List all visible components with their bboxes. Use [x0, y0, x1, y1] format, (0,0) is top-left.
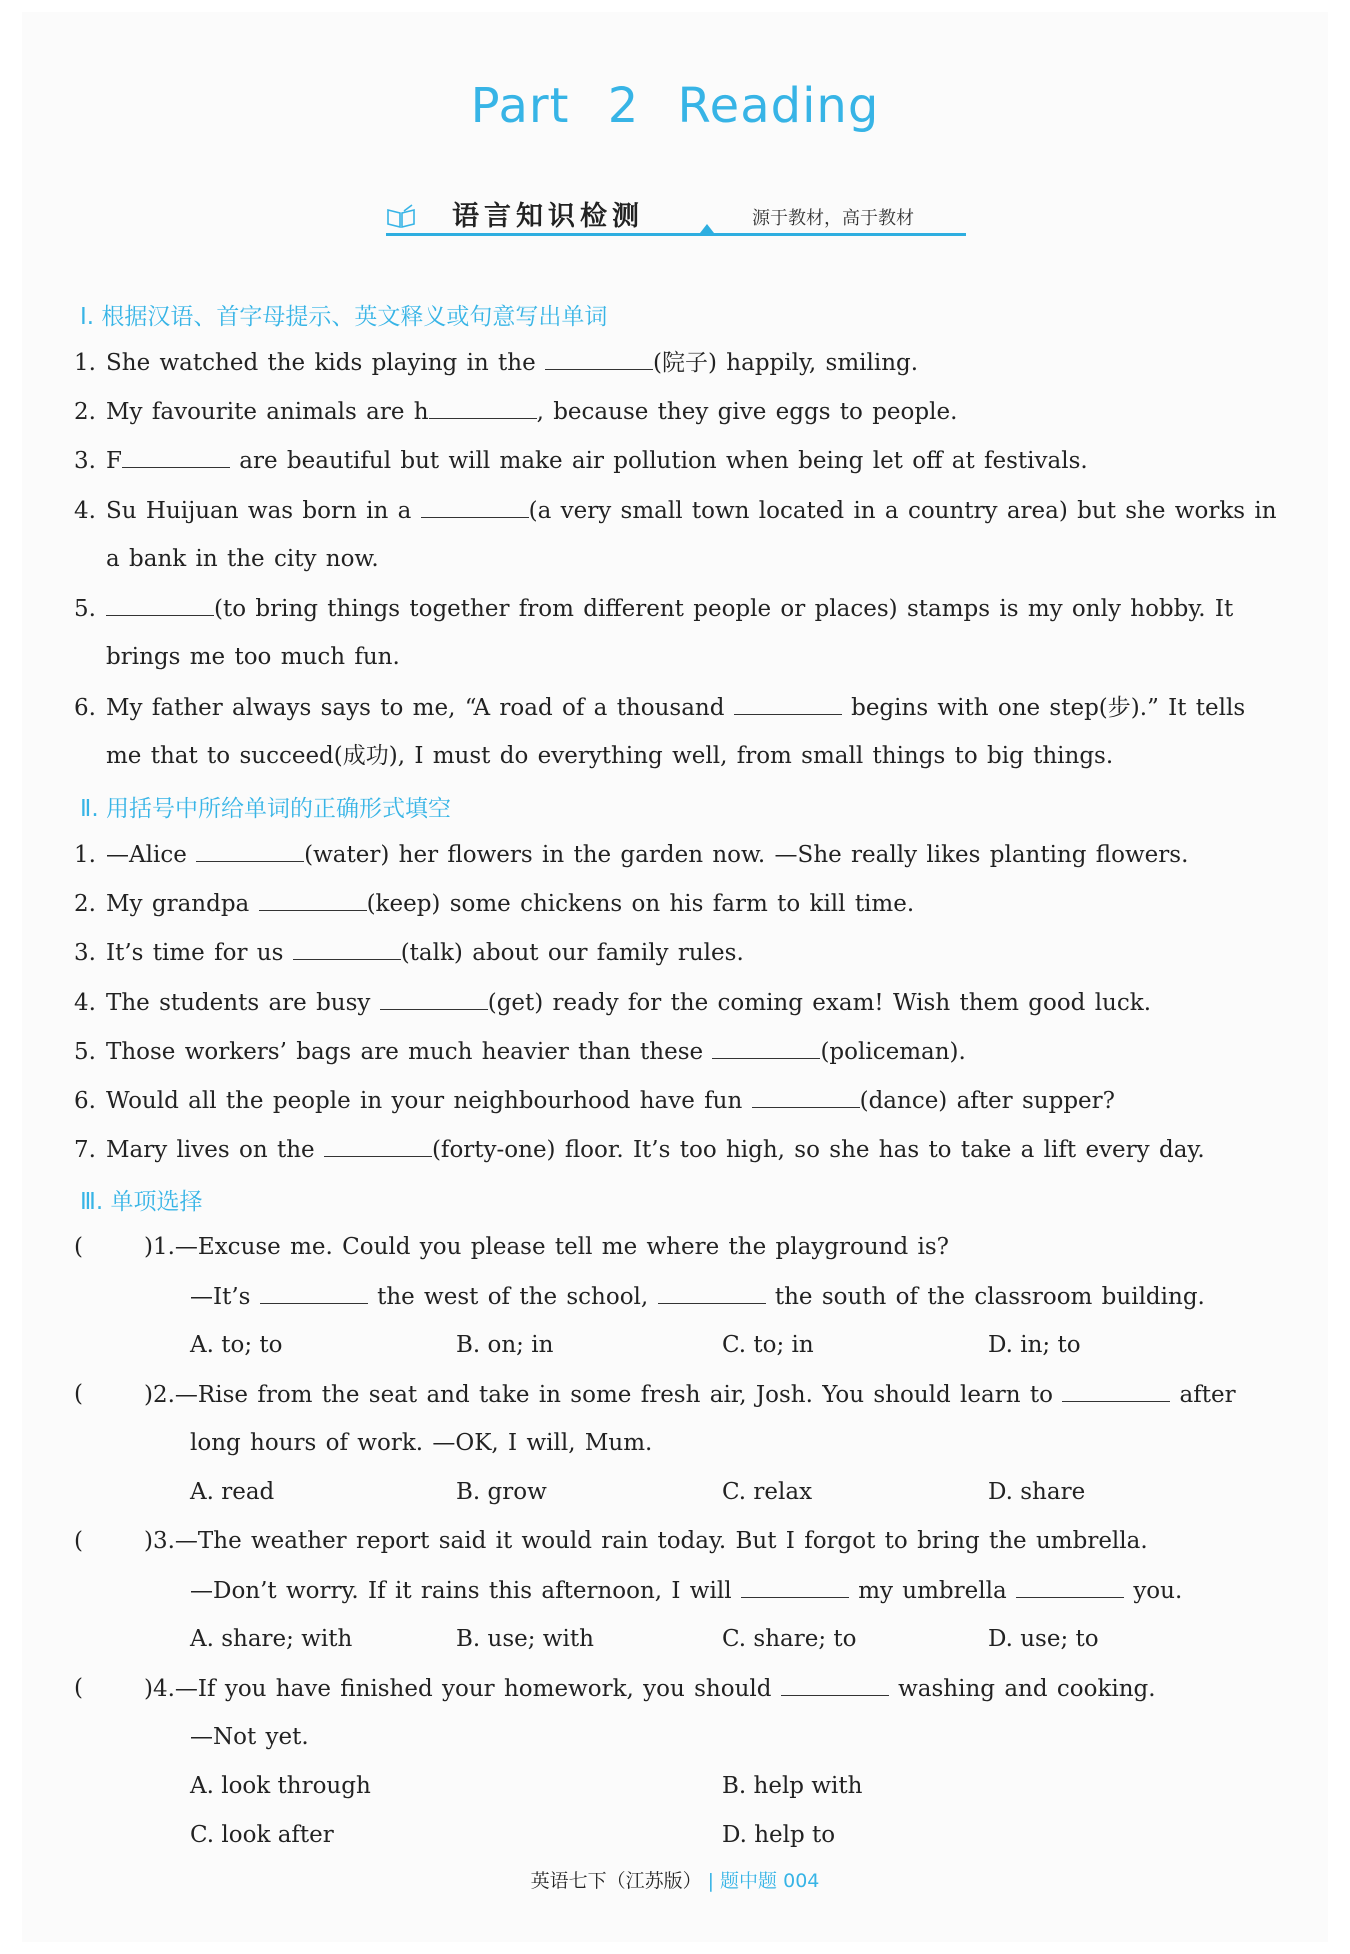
answer-blank[interactable] [106, 593, 214, 616]
book-icon [386, 204, 416, 228]
mc-question-2-line-2: long hours of work. —OK, I will, Mum. [190, 1430, 653, 1456]
answer-bracket[interactable]: ( [74, 1528, 83, 1554]
answer-blank[interactable] [741, 1575, 849, 1598]
section-banner [386, 188, 966, 236]
option-d[interactable]: D. share [988, 1479, 1086, 1505]
answer-blank[interactable] [734, 692, 842, 715]
mc-question-2: )2.—Rise from the seat and take in some fresh air, Josh. You should learn to after [144, 1379, 1236, 1410]
option-c[interactable]: C. look after [190, 1822, 334, 1848]
banner-marker [700, 224, 714, 233]
question-1-6: 6. My father always says to me, “A road of a thousand begins with one step(步).” It tells [74, 692, 1284, 723]
option-a[interactable]: A. share; with [190, 1626, 353, 1652]
question-2-4: 4. The students are busy (get) ready for the coming exam! Wish them good luck. [74, 987, 1284, 1018]
option-a[interactable]: A. to; to [190, 1332, 283, 1358]
question-1-6-cont: me that to succeed(成功), I must do everything well, from small things to big things. [106, 743, 1114, 769]
option-d[interactable]: D. in; to [988, 1332, 1081, 1358]
answer-blank[interactable] [712, 1036, 820, 1059]
answer-blank[interactable] [196, 839, 304, 862]
answer-blank[interactable] [1016, 1575, 1124, 1598]
answer-bracket[interactable]: ( [74, 1381, 83, 1407]
option-d[interactable]: D. help to [722, 1822, 836, 1848]
question-1-3: 3. F are beautiful but will make air pollution when being let off at festivals. [74, 445, 1284, 476]
page-title: Part 2 Reading [470, 78, 880, 134]
option-c[interactable]: C. share; to [722, 1626, 857, 1652]
section-heading-3: Ⅲ. 单项选择 [80, 1189, 203, 1215]
section-heading-2: Ⅱ. 用括号中所给单词的正确形式填空 [80, 796, 451, 822]
question-1-5-cont: brings me too much fun. [106, 644, 400, 670]
question-1-2: 2. My favourite animals are h , because they give eggs to people. [74, 396, 1284, 427]
question-1-4: 4. Su Huijuan was born in a (a very small town located in a country area) but she works in [74, 495, 1284, 526]
answer-blank[interactable] [122, 445, 230, 468]
question-1-5: 5. (to bring things together from different people or places) stamps is my only hobby. It [74, 593, 1284, 624]
option-c[interactable]: C. to; in [722, 1332, 814, 1358]
question-2-7: 7. Mary lives on the (forty-one) floor. It’s too high, so she has to take a lift every day. [74, 1134, 1284, 1165]
question-2-3: 3. It’s time for us (talk) about our family rules. [74, 937, 1284, 968]
banner-subtitle: 源于教材，高于教材 [752, 208, 914, 229]
footer-book-title: 英语七下（江苏版） [530, 1870, 702, 1892]
banner-title: 语言知识检测 [452, 201, 644, 232]
answer-bracket[interactable]: ( [74, 1234, 83, 1260]
footer-page-number: 004 [783, 1870, 820, 1892]
option-b[interactable]: B. on; in [456, 1332, 554, 1358]
mc-question-3: )3.—The weather report said it would rain today. But I forgot to bring the umbrella. [144, 1528, 1148, 1554]
option-d[interactable]: D. use; to [988, 1626, 1099, 1652]
option-b[interactable]: B. grow [456, 1479, 547, 1505]
question-1-1: 1. She watched the kids playing in the (院子) happily, smiling. [74, 347, 1284, 378]
answer-blank[interactable] [260, 1281, 368, 1304]
section-heading-1: Ⅰ. 根据汉语、首字母提示、英文释义或句意写出单词 [80, 304, 608, 330]
page-footer [0, 1866, 1350, 1893]
answer-bracket[interactable]: ( [74, 1675, 83, 1701]
mc-question-1: )1.—Excuse me. Could you please tell me where the playground is? [144, 1234, 950, 1260]
answer-blank[interactable] [781, 1673, 889, 1696]
question-1-4-cont: a bank in the city now. [106, 546, 379, 572]
question-2-2: 2. My grandpa (keep) some chickens on his farm to kill time. [74, 888, 1284, 919]
option-b[interactable]: B. use; with [456, 1626, 594, 1652]
mc-question-4-line-2: —Not yet. [190, 1724, 309, 1750]
option-a[interactable]: A. look through [190, 1773, 371, 1799]
option-b[interactable]: B. help with [722, 1773, 863, 1799]
option-c[interactable]: C. relax [722, 1479, 813, 1505]
footer-divider: | [707, 1870, 715, 1892]
mc-question-3-line-2: —Don’t worry. If it rains this afternoon, I will my umbrella you. [190, 1575, 1182, 1606]
answer-blank[interactable] [545, 347, 653, 370]
footer-series: 题中题 [720, 1870, 778, 1892]
answer-blank[interactable] [380, 987, 488, 1010]
answer-blank[interactable] [293, 937, 401, 960]
answer-blank[interactable] [1062, 1379, 1170, 1402]
answer-blank[interactable] [421, 495, 529, 518]
banner-underline [386, 233, 966, 236]
mc-question-1-line-2: —It’s the west of the school, the south of the classroom building. [190, 1281, 1205, 1312]
answer-blank[interactable] [429, 396, 537, 419]
answer-blank[interactable] [752, 1085, 860, 1108]
question-2-1: 1. —Alice (water) her flowers in the garden now. —She really likes planting flowers. [74, 839, 1284, 870]
answer-blank[interactable] [259, 888, 367, 911]
question-2-6: 6. Would all the people in your neighbourhood have fun (dance) after supper? [74, 1085, 1284, 1116]
question-2-5: 5. Those workers’ bags are much heavier than these (policeman). [74, 1036, 1284, 1067]
mc-question-4: )4.—If you have finished your homework, you should washing and cooking. [144, 1673, 1156, 1704]
answer-blank[interactable] [324, 1134, 432, 1157]
answer-blank[interactable] [658, 1281, 766, 1304]
option-a[interactable]: A. read [190, 1479, 275, 1505]
